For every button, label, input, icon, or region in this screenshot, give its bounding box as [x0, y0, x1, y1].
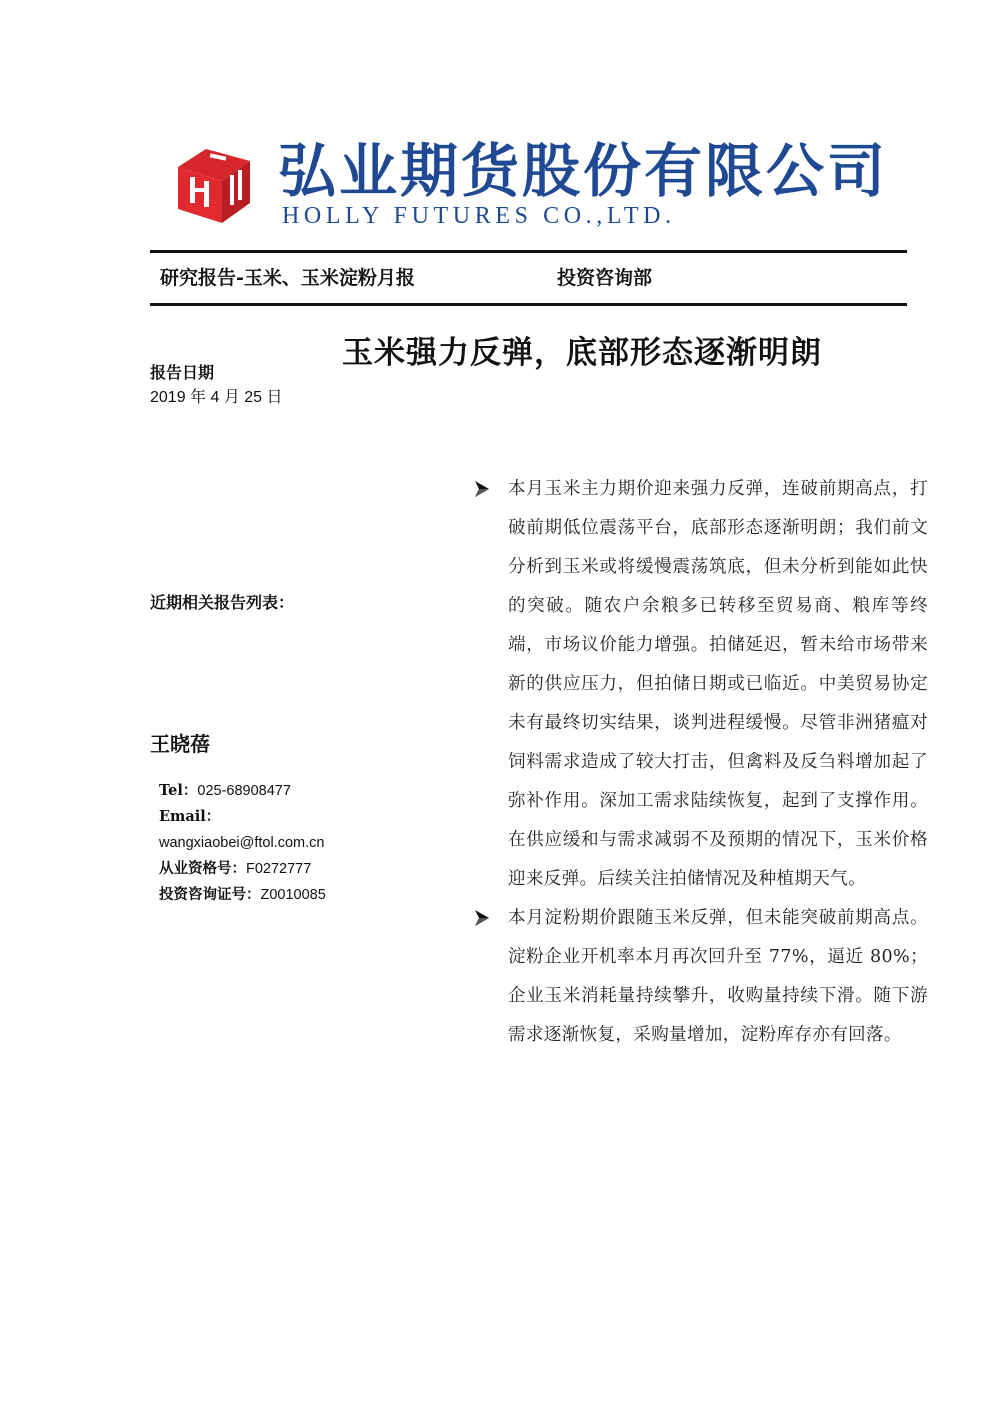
- arrowhead-bullet-icon: [474, 908, 490, 928]
- contact-qualification: [159, 856, 439, 882]
- report-type: 研究报告-玉米、玉米淀粉月报: [160, 267, 415, 289]
- report-date-label: 报告日期: [150, 363, 215, 382]
- header-bottom-rule: [150, 303, 907, 306]
- contact-key: Email：: [159, 808, 221, 825]
- bullet-text: 本月淀粉期价跟随玉米反弹，但未能突破前期高点。淀粉企业开机率本月再次回升至 77%，逼近 80%；企业玉米消耗量持续攀升，收购量持续下滑。随下游需求逐渐恢复，采购量增加，淀粉库存亦有回落。: [508, 908, 928, 1045]
- contact-email-label: [159, 804, 439, 830]
- summary-bullet: [470, 470, 928, 899]
- summary-bullet: [470, 899, 928, 1055]
- contact-value: F0272777: [246, 861, 312, 877]
- contact-value: 025-68908477: [197, 783, 291, 799]
- company-name-cn: 弘业期货股份有限公司: [278, 137, 889, 205]
- contact-key: Tel：: [159, 782, 198, 799]
- contact-key: 从业资格号：: [159, 860, 246, 877]
- contact-advisory-cert: [159, 882, 439, 908]
- contact-tel: [159, 778, 439, 804]
- company-name-en: HOLLY FUTURES CO.,LTD.: [282, 203, 676, 229]
- department: 投资咨询部: [557, 267, 653, 289]
- summary-bullets: [470, 470, 928, 1055]
- author-name: 王晓蓓: [150, 732, 210, 756]
- contact-key: 投资咨询证号：: [159, 886, 261, 903]
- red-cube-logo-icon: [170, 143, 252, 225]
- report-title: 玉米强力反弹，底部形态逐渐明朗: [342, 335, 822, 371]
- contact-email[interactable]: [159, 830, 439, 856]
- recent-reports-label: 近期相关报告列表：: [150, 593, 295, 612]
- report-date-value: 2019 年 4 月 25 日: [150, 389, 283, 406]
- bullet-text: 本月玉米主力期价迎来强力反弹，连破前期高点，打破前期低位震荡平台，底部形态逐渐明朗；我们前文分析到玉米或将缓慢震荡筑底，但未分析到能如此快的突破。随农户余粮多已转移至贸易商、粮库等终端，市场议价能力增强。拍储延迟，暂未给市场带来新的供应压力，但拍储日期或已临近。中美贸易协定未有最终切实结果，谈判进程缓慢。尽管非洲猪瘟对饲料需求造成了较大打击，但禽料及反刍料增加起了弥补作用。深加工需求陆续恢复，起到了支撑作用。在供应缓和与需求减弱不及预期的情况下，玉米价格迎来反弹。后续关注拍储情况及种植期天气。: [508, 479, 928, 889]
- email-link[interactable]: wangxiaobei@ftol.com.cn: [159, 835, 325, 851]
- arrowhead-bullet-icon: [474, 479, 490, 499]
- contact-value: Z0010085: [260, 887, 326, 903]
- header-top-rule: [150, 250, 907, 253]
